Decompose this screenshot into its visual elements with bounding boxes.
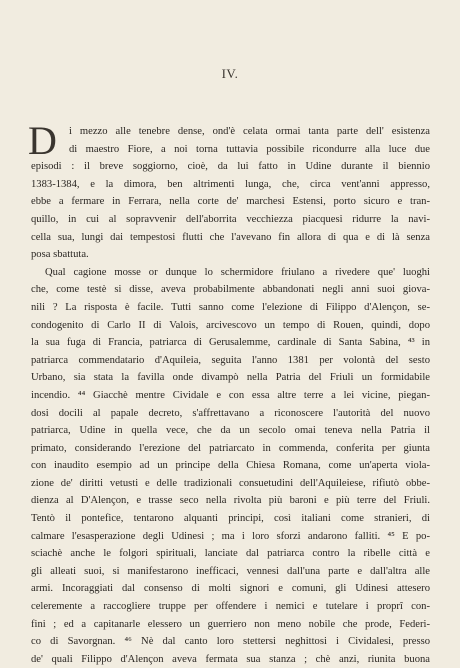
text-line: Urbano, sia stata la favilla onde divampò nella Patria del Friuli un formidabile bbox=[31, 372, 430, 384]
text-line: fini ; ed a capitanarle elessero un guerriero non meno nobile che prode, Federi- bbox=[31, 618, 430, 630]
text-line: calmare l'esasperazione degli Udinesi ; ma i loro sforzi andarono falliti. ⁴⁵ E po- bbox=[31, 530, 430, 542]
text-line: di maestro Fiore, a noi torna tuttavia possibile ricondurre alla luce due bbox=[69, 143, 430, 155]
text-line: de' quali Filippo d'Alençon aveva fermata sua stanza ; chè anzi, riunita buona bbox=[31, 653, 430, 665]
text-line: primato, considerando l'erezione del patriarcato in commenda, conferita per giunta bbox=[31, 442, 430, 454]
text-line: incendio. ⁴⁴ Giacchè mentre Cividale e con essa altre terre a lei vicine, piegan- bbox=[31, 389, 430, 401]
text-line: patriarca, Udine in quella vece, che da un secolo omai teneva nella Patria il bbox=[31, 425, 430, 437]
text-line: sciachè anche le folgori spirituali, lanciate dal patriarca contro la ribelle città e bbox=[31, 548, 430, 560]
text-line: Tentò il pontefice, tentarono alquanti principi, così italiani come stranieri, di bbox=[31, 513, 430, 525]
drop-cap: D bbox=[28, 118, 57, 163]
text-line: che, come testè si disse, aveva probabilmente abbandonati negli anni suoi giova- bbox=[31, 284, 430, 296]
chapter-heading: IV. bbox=[221, 66, 239, 81]
text-line: ebbe a fermare in Ferrara, nella corte de' marchesi Estensi, porto sicuro e tran- bbox=[31, 196, 430, 208]
text-line: zione de' diritti vetusti e delle tradizionali consuetudini dell'Aquileiese, rifiutò obbe- bbox=[31, 477, 430, 489]
text-line: episodi : il breve soggiorno, cioè, da lui fatto in Udine durante il biennio bbox=[31, 161, 430, 173]
text-line: dosi docili al papale decreto, s'affrettavano a riconoscere l'autorità del nuovo bbox=[31, 407, 430, 419]
text-line: i mezzo alle tenebre dense, ond'è celata ormai tanta parte dell' esistenza bbox=[69, 126, 430, 137]
text-line: 1383-1384, e la dimora, ben altrimenti lunga, che, circa vent'anni appresso, bbox=[31, 178, 430, 190]
text-line: dienza al D'Alençon, e trasse seco nella rivolta più baroni e più terre del Friuli. bbox=[31, 495, 430, 507]
text-line: condogenito di Carlo II di Valois, arcivescovo un tempo di Rouen, quindi, dopo bbox=[31, 319, 430, 331]
text-line: celeremente a raccogliere truppe per offendere i nemici e tutelare i proprî con- bbox=[31, 601, 430, 613]
text-line: gli alleati suoi, si manifestarono inefficaci, vennesi dall'una parte e dall'altra alle bbox=[31, 565, 430, 577]
text-line: armi. Incoraggiati dal consenso di molti signori e comuni, gli Udinesi attesero bbox=[31, 583, 430, 595]
text-line: quillo, in cui al sopravvenir dell'aborrita vecchiezza piacquesi ridurre la navi- bbox=[31, 213, 430, 225]
text-line: la sua fuga di Francia, patriarca di Gerusalemme, cardinale di Santa Sabina, ⁴³ in bbox=[31, 337, 430, 349]
text-line: patriarca commendatario d'Aquileia, seguita l'anno 1381 per volontà del sesto bbox=[31, 354, 430, 366]
text-line: co di Savorgnan. ⁴⁶ Nè dal canto loro stettersi neghittosi i Cividalesi, presso bbox=[31, 636, 430, 648]
body-text bbox=[28, 118, 430, 668]
text-line: con inaudito esempio ad un principe della Chiesa Romana, come un'aperta viola- bbox=[31, 460, 430, 472]
text-line: Qual cagione mosse or dunque lo schermidore friulano a rivedere que' luoghi bbox=[45, 266, 430, 278]
text-line: posa sbattuta. bbox=[31, 249, 89, 261]
text-line: nili ? La risposta è facile. Tutti sanno come l'elezione di Filippo d'Alençon, se- bbox=[31, 301, 430, 313]
text-line: cella sua, lungi dai tempestosi flutti che l'avevano fin allora di qua e di là senza bbox=[31, 231, 430, 243]
